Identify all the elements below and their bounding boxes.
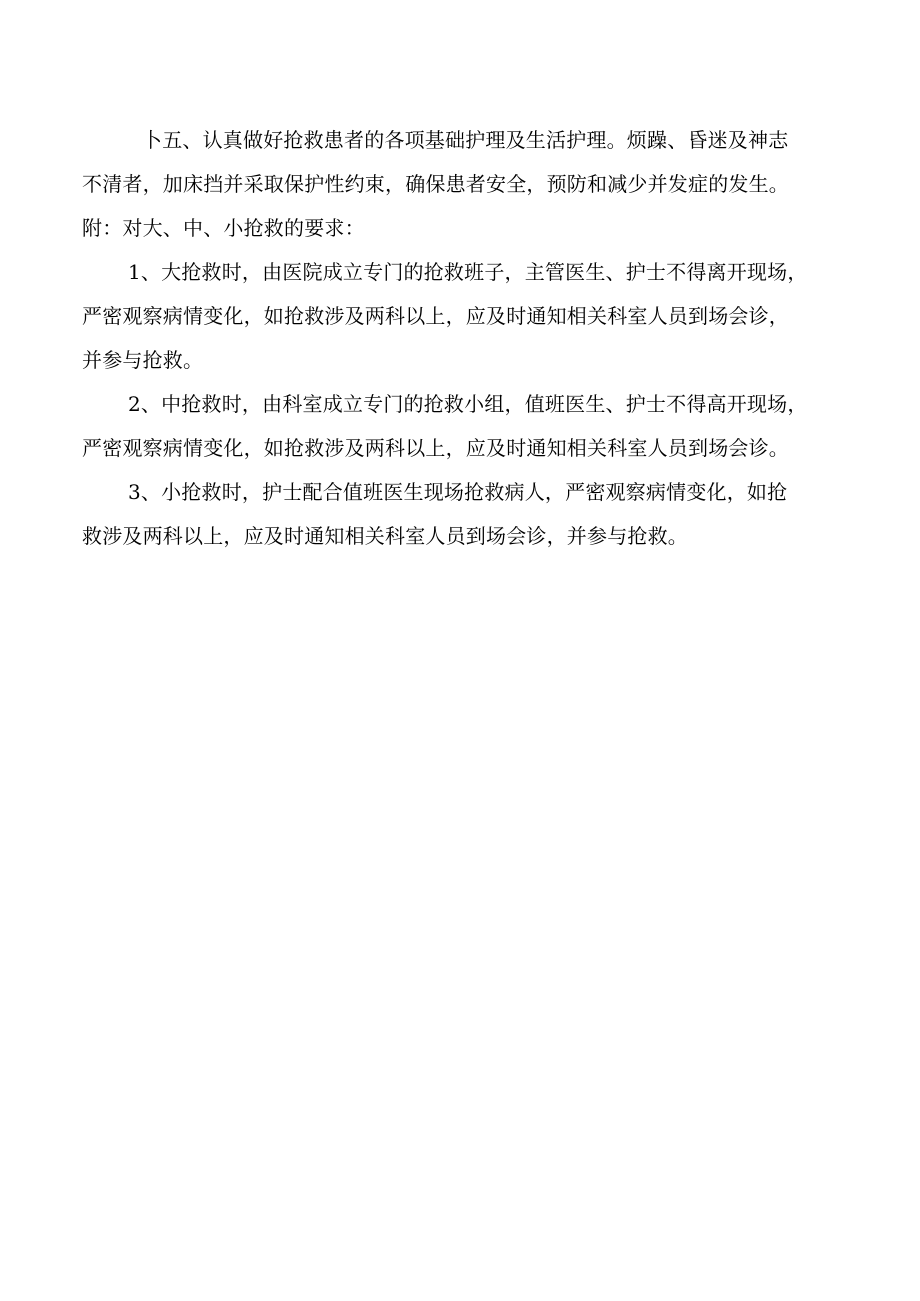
item-1-line-1: 1、大抢救时，由医院成立专门的抢救班子，主管医生、护士不得离开现场，: [128, 260, 808, 284]
item-2-line-1: 2、中抢救时，由科室成立专门的抢救小组，值班医生、护士不得高开现场，: [128, 392, 808, 416]
appendix-heading: 附：对大、中、小抢救的要求：: [82, 216, 365, 240]
item-3-line-1: 3、小抢救时，护士配合值班医生现场抢救病人，严密观察病情变化，如抢: [128, 480, 788, 504]
item-3-line-2: 救涉及两科以上，应及时通知相关科室人员到场会诊，并参与抢救。: [82, 524, 688, 548]
item-1-line-3: 并参与抢救。: [82, 348, 204, 372]
item-2-line-2: 严密观察病情变化，如抢救涉及两科以上，应及时通知相关科室人员到场会诊。: [82, 436, 789, 460]
paragraph-15-line-1: 卜五、认真做好抢救患者的各项基础护理及生活护理。烦躁、昏迷及神志: [142, 128, 789, 152]
paragraph-15-line-2: 不清者，加床挡并采取保护性约束，确保患者安全，预防和减少并发症的发生。: [82, 172, 789, 196]
item-1-line-2: 严密观察病情变化，如抢救涉及两科以上，应及时通知相关科室人员到场会诊，: [82, 304, 789, 328]
